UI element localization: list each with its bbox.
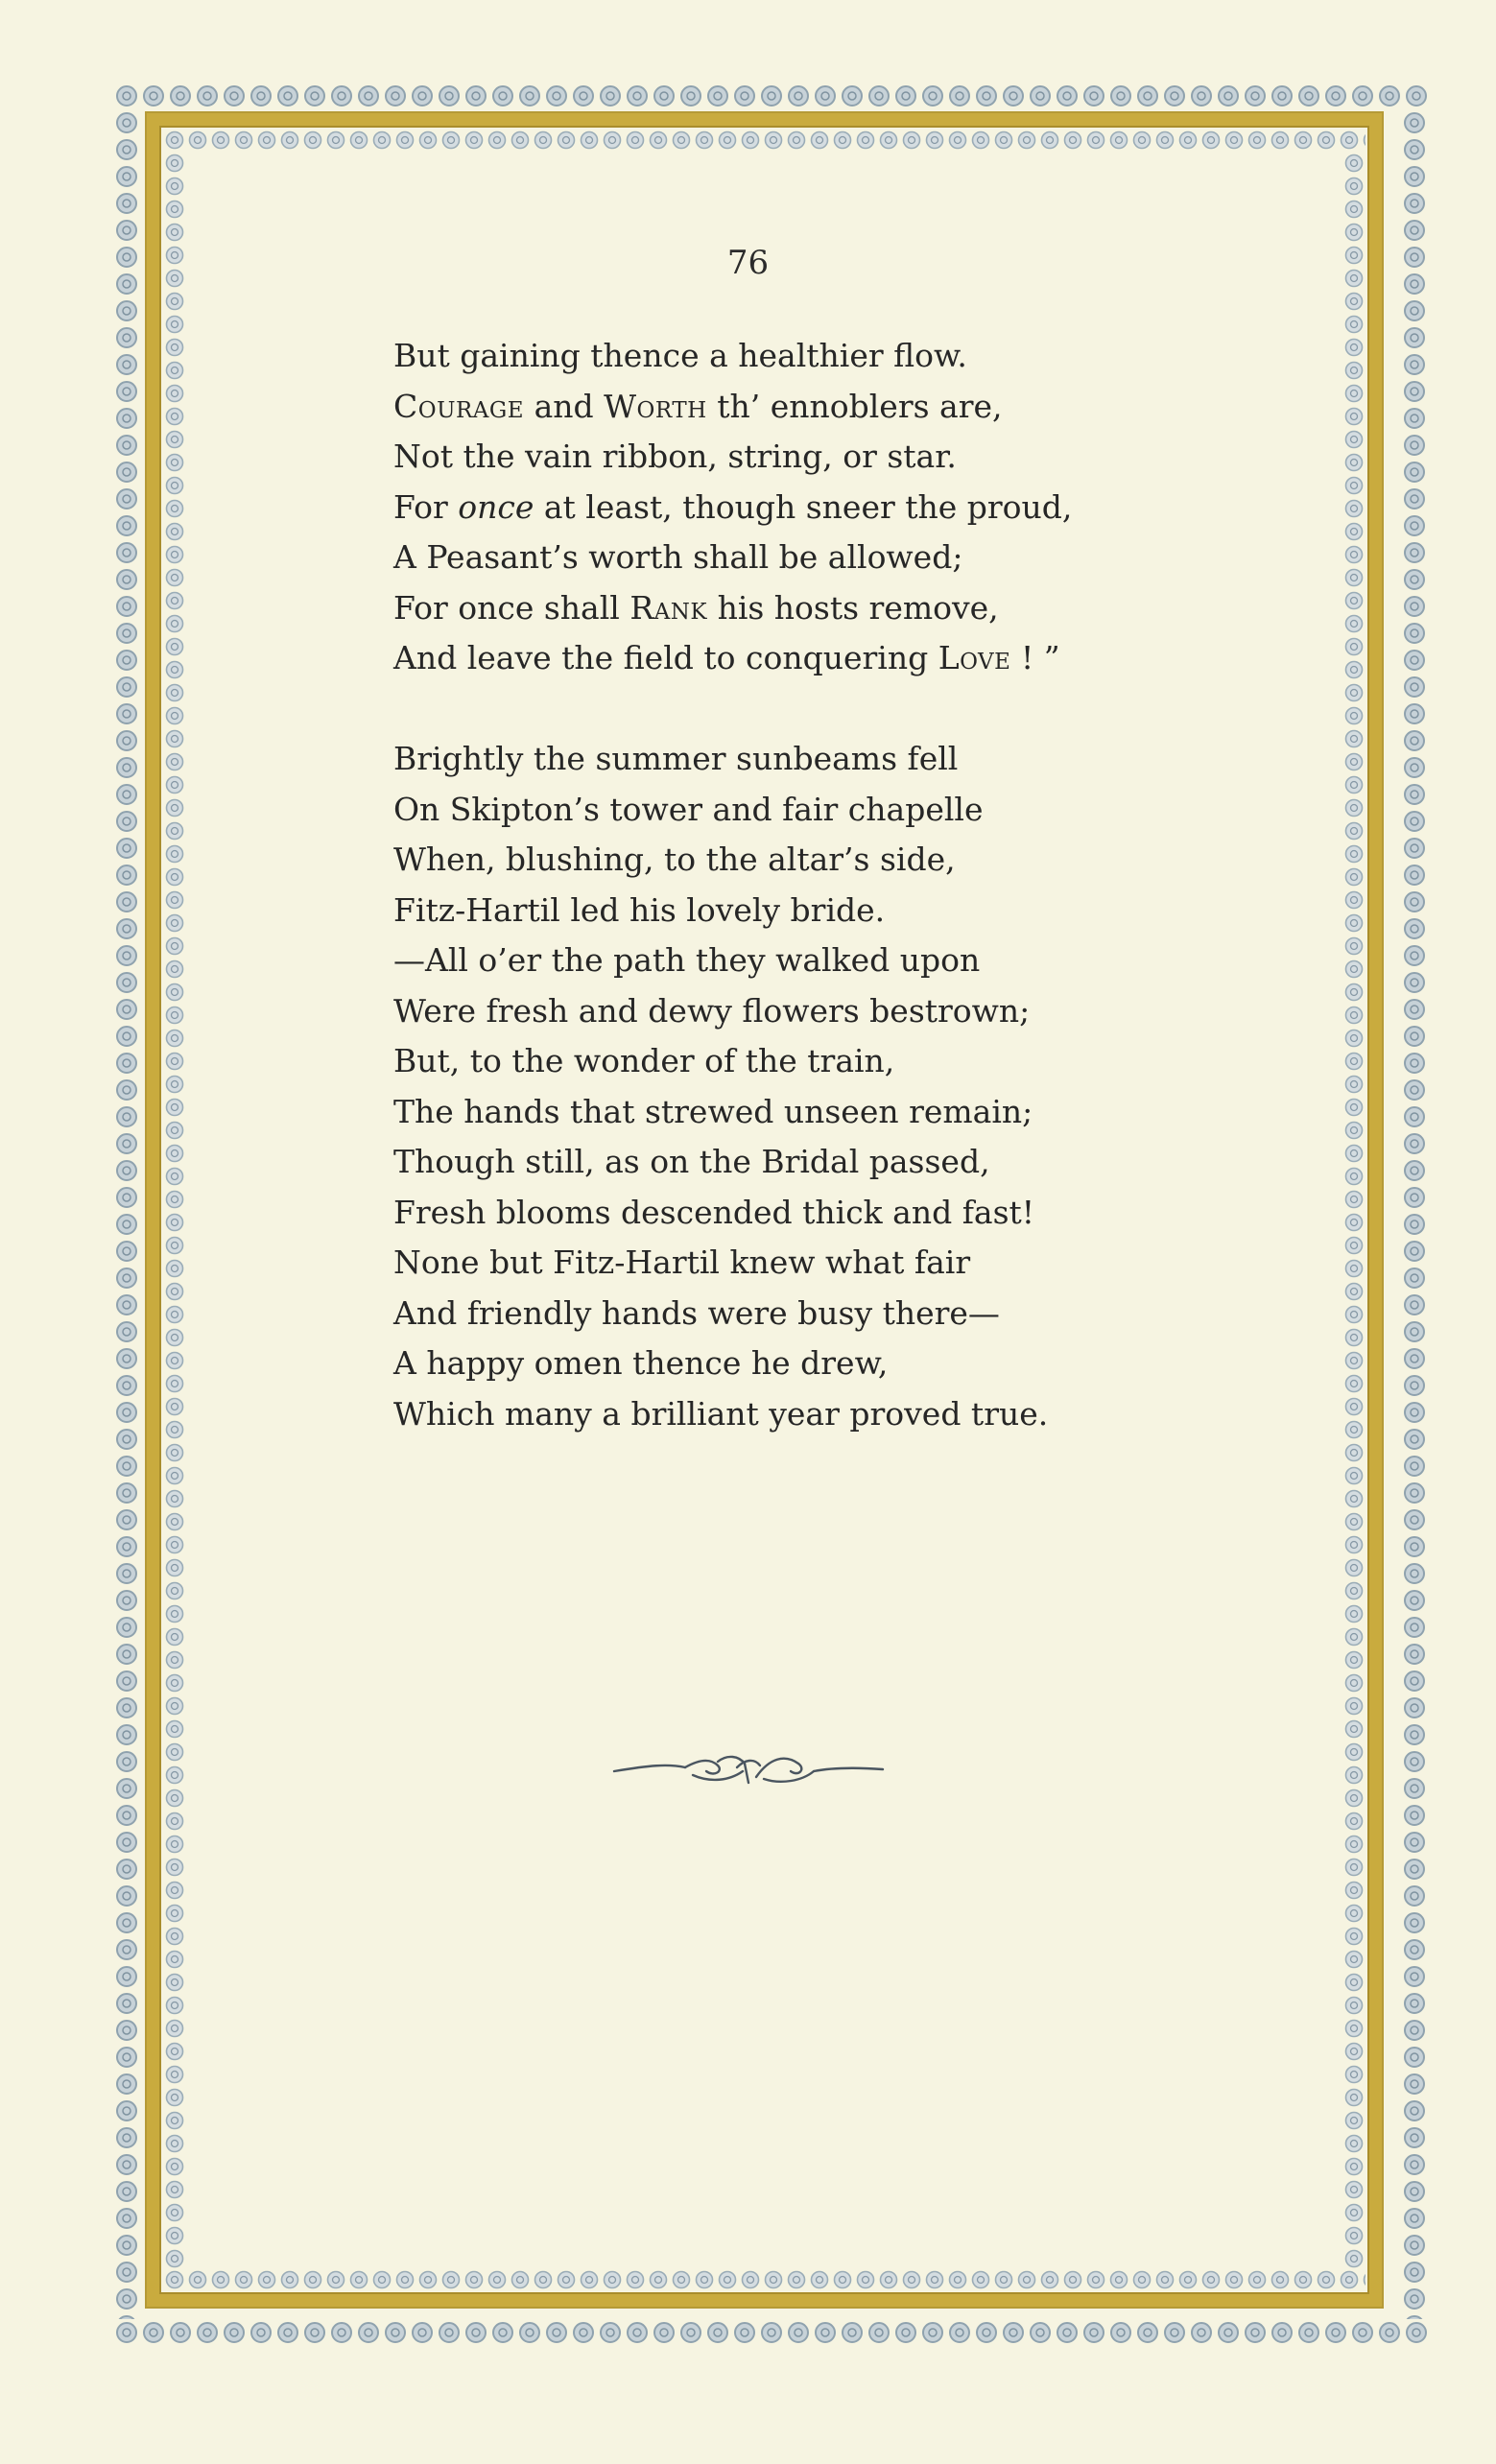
poem-text <box>393 331 1072 1439</box>
poem-line: When, blushing, to the altar’s side, <box>393 841 956 878</box>
poem-line: And leave the field to conquering Love ! ” <box>393 639 1060 676</box>
beaded-border-right-outer <box>1401 109 1428 2319</box>
poem-line: But gaining thence a healthier flow. <box>393 337 967 374</box>
poem-line: A happy omen thence he drew, <box>393 1344 889 1382</box>
poem-line: Fitz-Hartil led his lovely bride. <box>393 890 886 929</box>
page-number: 76 <box>726 244 770 282</box>
poem-line: A Peasant’s worth shall be allowed; <box>393 538 963 576</box>
poem-line: Though still, as on the Bridal passed, <box>393 1143 990 1180</box>
poem-line: None but Fitz-Hartil knew what fair <box>393 1244 971 1281</box>
poem-line: Not the vain ribbon, string, or star. <box>393 438 957 475</box>
poem-line: For once at least, though sneer the proud, <box>393 487 1073 526</box>
poem-line: The hands that strewed unseen remain; <box>393 1092 1033 1130</box>
poem-line: Brightly the summer sunbeams fell <box>393 740 959 777</box>
stanza-break <box>393 684 1072 735</box>
poem-line: Fresh blooms descended thick and fast! <box>393 1193 1035 1231</box>
poem-line: Which many a brilliant year proved true. <box>393 1394 1049 1433</box>
beaded-border-top-outer <box>113 83 1428 109</box>
poem-line: But, to the wonder of the train, <box>393 1042 895 1079</box>
flourish-ornament-icon <box>610 1739 889 1796</box>
poem-line: And friendly hands were busy there— <box>393 1293 1000 1332</box>
poem-line: On Skipton’s tower and fair chapelle <box>393 790 984 828</box>
beaded-border-bottom-outer <box>113 2319 1428 2346</box>
poem-line: Courage and Worth th’ ennoblers are, <box>393 387 1003 425</box>
poem-line: For once shall Rank his hosts remove, <box>393 588 999 627</box>
beaded-border-left-outer <box>113 109 140 2319</box>
poem-line: Were fresh and dewy flowers bestrown; <box>393 991 1031 1030</box>
poem-line: —All o’er the path they walked upon <box>393 941 981 979</box>
